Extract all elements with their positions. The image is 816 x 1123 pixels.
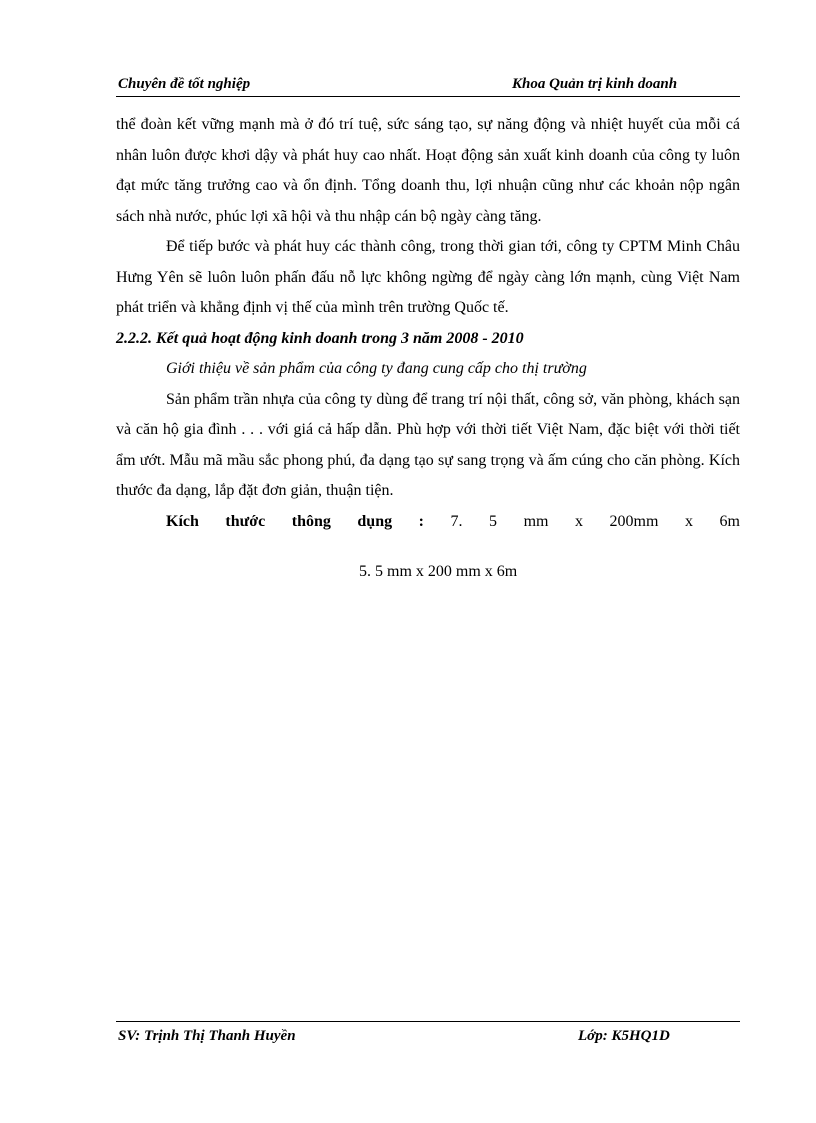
body-content — [116, 110, 740, 588]
section-heading: 2.2.2. Kết quả hoạt động kinh doanh trong 3 năm 2008 - 2010 — [116, 329, 524, 347]
page-header — [116, 74, 740, 97]
sizes-line-2: 5. 5 mm x 200 mm x 6m — [359, 563, 518, 580]
sizes-colon: : — [418, 512, 424, 530]
sizes-label-word-4: dụng — [357, 512, 393, 530]
section-subheading: Giới thiệu về sản phẩm của công ty đang cung cấp cho thị trường — [166, 360, 587, 377]
header-left-title: Chuyên đề tốt nghiệp — [118, 76, 251, 92]
sizes-label-word-1: Kích — [166, 512, 199, 530]
size-value-4: x — [574, 512, 583, 530]
footer-class: Lớp: K5HQ1D — [578, 1028, 670, 1044]
sizes-label-word-2: thước — [225, 512, 266, 530]
size-value-6: x — [684, 512, 693, 530]
size-value-2: 5 — [489, 512, 498, 530]
footer-student-name: SV: Trịnh Thị Thanh Huyền — [118, 1028, 296, 1044]
paragraph-3: Sản phẩm trần nhựa của công ty dùng để trang trí nội thất, công sở, văn phòng, khách sạn và căn hộ gia đình . . . với giá cả hấp dẫn. Phù hợp với thời tiết Việt Nam, đặc biệt với thời tiết ẩm ướt. Mẫu mã mầu sắc phong phú, đa dạng tạo sự sang trọng và ấm cúng cho căn phòng. Kích thước đa dạng, lắp đặt đơn giản, thuận tiện. — [116, 390, 740, 499]
header-right-title: Khoa Quản trị kinh doanh — [512, 76, 678, 92]
size-value-5: 200mm — [609, 512, 659, 530]
sizes-line-1 — [116, 507, 740, 538]
size-value-7: 6m — [719, 512, 740, 530]
size-value-1: 7. — [450, 512, 463, 530]
page-footer — [116, 1021, 740, 1050]
paragraph-2: Để tiếp bước và phát huy các thành công, trong thời gian tới, công ty CPTM Minh Châu Hưng Yên sẽ luôn luôn phấn đấu nỗ lực không ngừng để ngày càng lớn mạnh, cùng Việt Nam phát triển và khẳng định vị thế của mình trên trường Quốc tế. — [116, 238, 740, 316]
sizes-label-word-3: thông — [291, 512, 331, 530]
paragraph-1: thể đoàn kết vững mạnh mà ở đó trí tuệ, sức sáng tạo, sự năng động và nhiệt huyết của mỗi cá nhân luôn được khơi dậy và phát huy cao nhất. Hoạt động sản xuất kinh doanh của công ty luôn đạt mức tăng trưởng cao và ổn định. Tổng doanh thu, lợi nhuận cũng như các khoản nộp ngân sách nhà nước, phúc lợi xã hội và thu nhập cán bộ ngày càng tăng. — [116, 116, 740, 225]
size-value-3: mm — [523, 512, 549, 530]
